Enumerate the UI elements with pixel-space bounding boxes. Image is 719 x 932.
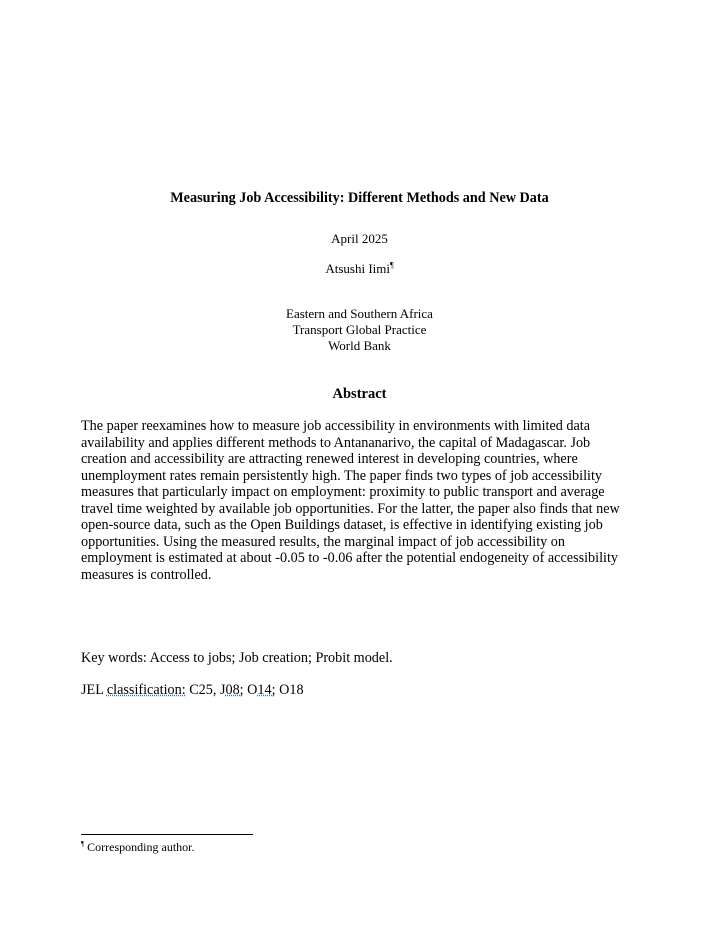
- affiliation-line-practice: Transport Global Practice: [292, 322, 427, 337]
- keywords-line: Key words: Access to jobs; Job creation; Probit model.: [81, 650, 393, 666]
- jel-codes-part: O: [243, 682, 258, 698]
- abstract-line: employment is estimated at about -0.05 to -0.06 after the potential endogeneity of accessibility: [81, 550, 619, 566]
- abstract-line: availability and applies different methods to Antananarivo, the capital of Madagascar. Job: [81, 434, 591, 451]
- jel-codes-part: C25, J: [185, 682, 226, 698]
- abstract-line: measures that particularly impact on employment: proximity to public transport and average: [81, 484, 605, 500]
- jel-prefix: JEL: [81, 682, 107, 698]
- abstract-line: measures is controlled.: [81, 566, 212, 583]
- jel-codes-end: O18: [275, 682, 304, 698]
- author-name: Atsushi Iimi: [325, 261, 391, 276]
- footnote-mark: ¶: [81, 840, 85, 848]
- affiliation-line-institution: World Bank: [328, 338, 391, 353]
- footnote-text: Corresponding author.: [84, 840, 195, 854]
- abstract-line: unemployment rates remain persistently high. The paper finds two types of job accessibility: [81, 467, 603, 484]
- abstract-line: travel time weighted by available job opportunities. For the latter, the paper also finds that new: [81, 500, 620, 517]
- abstract-line: creation and accessibility are attracting renewed interest in developing countries, where: [81, 451, 578, 467]
- abstract-line: opportunities. Using the measured results, the marginal impact of job accessibility on: [81, 533, 565, 550]
- publication-date: April 2025: [331, 231, 388, 246]
- jel-code-o: 14;: [257, 682, 276, 698]
- jel-code-j: 08;: [225, 682, 244, 698]
- paper-title: Measuring Job Accessibility: Different Methods and New Data: [170, 190, 549, 206]
- affiliation-block: [0, 306, 719, 354]
- footnote: [81, 840, 195, 855]
- abstract-heading: Abstract: [332, 386, 387, 402]
- abstract-line: The paper reexamines how to measure job accessibility in environments with limited data: [81, 418, 591, 434]
- author-line: [0, 261, 719, 277]
- footnote-separator: [81, 834, 253, 835]
- abstract-text: [81, 418, 641, 583]
- affiliation-line-region: Eastern and Southern Africa: [286, 306, 433, 321]
- jel-classification-line: [81, 681, 304, 699]
- author-footnote-mark: ¶: [390, 260, 394, 270]
- abstract-line: open-source data, such as the Open Buildings dataset, is effective in identifying existing job: [81, 517, 603, 533]
- jel-label: classification:: [106, 682, 186, 698]
